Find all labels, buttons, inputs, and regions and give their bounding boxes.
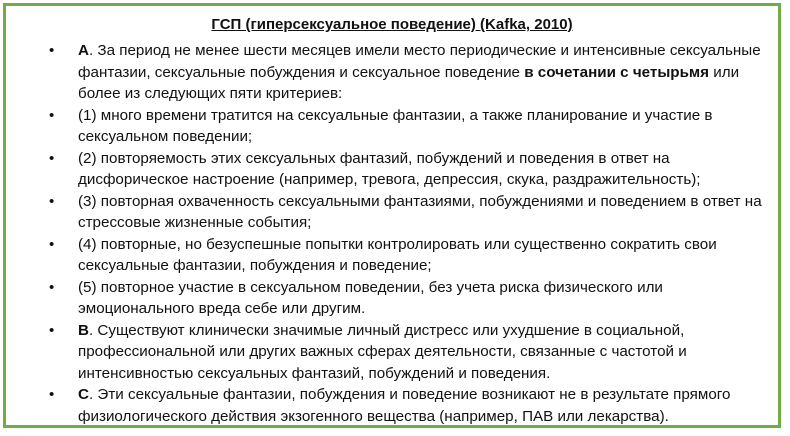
bullet-icon: • — [49, 278, 55, 296]
criterion-a1 — [6, 105, 768, 148]
criterion-marker: С — [78, 386, 89, 403]
criterion-b — [6, 320, 768, 385]
criteria-box — [3, 3, 781, 428]
criterion-a2 — [6, 148, 768, 191]
criterion-c — [6, 384, 768, 427]
criterion-text: . Эти сексуальные фантазии, побуждения и поведение возникают не в результате прямого физиологического действия экзогенного вещества (например, ПАВ или лекарства). — [78, 386, 731, 425]
bullet-icon: • — [49, 386, 55, 403]
bullet-icon: • — [49, 235, 55, 253]
criterion-emphasis: в сочетании с четырьмя — [524, 63, 709, 81]
criterion-text: (5) повторное участие в сексуальном поведении, без учета риска физического или эмоционального вреда себе или другим. — [78, 278, 663, 317]
criterion-a5 — [6, 277, 768, 320]
criterion-a4 — [6, 234, 768, 277]
criterion-marker: В — [78, 321, 89, 339]
bullet-icon: • — [49, 106, 55, 124]
criterion-a3 — [6, 191, 768, 234]
criterion-text: (2) повторяемость этих сексуальных фантазий, побуждений и поведения в ответ на дисфорическое настроение (например, тревога, депрессия, скука, раздражительность); — [78, 149, 701, 188]
criterion-text: . За период не менее шести месяцев имели место периодические и интенсивные сексуальные фантазии, сексуальные побуждения и сексуальное поведение — [78, 42, 761, 81]
criteria-list — [6, 40, 768, 427]
criterion-text: (3) повторная охваченность сексуальными фантазиями, побуждениями и поведением в ответ на стрессовые жизненные события; — [78, 192, 762, 231]
bullet-icon: • — [49, 321, 55, 339]
criterion-text: . Существуют клинически значимые личный дистресс или ухудшение в социальной, профессиональной или других важных сферах деятельности, связанные с частотой и интенсивностью сексуальных фантазий, побуждений и поведения. — [78, 321, 687, 382]
criterion-text: (1) много времени тратится на сексуальные фантазии, а также планирование и участие в сексуальном поведении; — [78, 106, 713, 145]
bullet-icon: • — [49, 149, 55, 167]
bullet-icon: • — [49, 42, 55, 59]
criterion-text: (4) повторные, но безуспешные попытки контролировать или существенно сократить свои сексуальные фантазии, побуждения и поведение; — [78, 235, 717, 274]
criterion-text-end: или более из следующих пяти критериев: — [78, 63, 740, 102]
document-title: ГСП (гиперсексуальное поведение) (Kafka, 2010) — [211, 16, 573, 33]
bullet-icon: • — [49, 192, 55, 210]
criterion-a — [6, 40, 768, 105]
criterion-marker: А — [78, 42, 89, 59]
